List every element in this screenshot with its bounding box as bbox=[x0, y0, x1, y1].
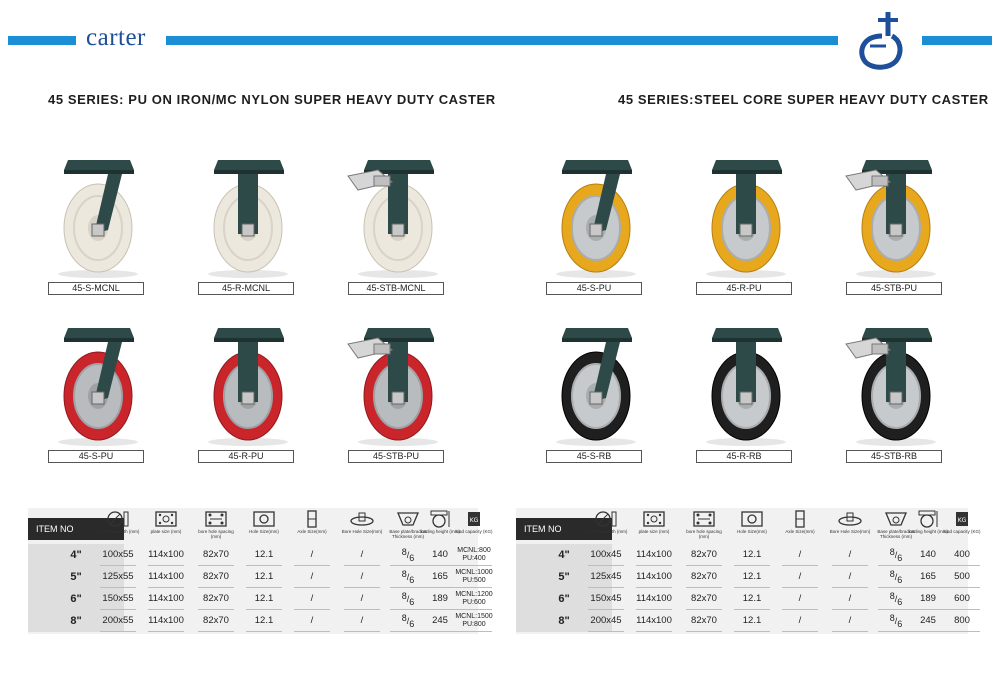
dw-cell: 200x45 bbox=[584, 610, 628, 632]
product-code-label: 45-STB-PU bbox=[846, 282, 942, 295]
product-code-label: 45-R-PU bbox=[696, 282, 792, 295]
height-cell: 165 bbox=[418, 566, 462, 588]
dw-cell: 100x55 bbox=[96, 544, 140, 566]
fraction-slash: / bbox=[894, 572, 898, 582]
column-header-label: loading height (mm) bbox=[420, 529, 460, 534]
product-code-label: 45-S-RB bbox=[546, 450, 642, 463]
bore-spacing-icon bbox=[194, 510, 238, 539]
bore-cell: 82x70 bbox=[194, 588, 238, 610]
caster-product bbox=[536, 318, 656, 461]
hole-cell: 12.1 bbox=[242, 544, 286, 566]
height-cell: 189 bbox=[906, 588, 950, 610]
column-header-label: load capacity (KG) bbox=[943, 529, 981, 534]
hole-cell: 12.1 bbox=[730, 544, 774, 566]
table-row bbox=[516, 566, 968, 590]
column-header-label: Axle Size(mm) bbox=[785, 529, 815, 534]
load-cell: MCNL:1500 PU:800 bbox=[452, 610, 496, 632]
column-header-label: Base plate/bracket Thickness (mm) bbox=[877, 529, 915, 539]
item-size-cell: 4" bbox=[516, 544, 612, 566]
dw-cell: 125x55 bbox=[96, 566, 140, 588]
load-cell: 600 bbox=[940, 588, 984, 610]
product-code-label: 45-S-PU bbox=[48, 450, 144, 463]
product-code-label: 45-S-MCNL bbox=[48, 282, 144, 295]
borehole-cell: / bbox=[340, 588, 384, 610]
plate-cell: 114x100 bbox=[632, 544, 676, 566]
bore-cell: 82x70 bbox=[682, 588, 726, 610]
plate-cell: 114x100 bbox=[144, 566, 188, 588]
product-code-label: 45-R-MCNL bbox=[198, 282, 294, 295]
thickness-top: 8 bbox=[401, 547, 407, 557]
bore-cell: 82x70 bbox=[194, 610, 238, 632]
bore-cell: 82x70 bbox=[194, 566, 238, 588]
bore-cell: 82x70 bbox=[682, 566, 726, 588]
fraction-slash: / bbox=[406, 572, 410, 582]
thickness-bottom: 6 bbox=[897, 597, 903, 607]
load-capacity-icon bbox=[940, 510, 984, 534]
product-code-label: 45-S-PU bbox=[546, 282, 642, 295]
plate-cell: 114x100 bbox=[632, 588, 676, 610]
hole-cell: 12.1 bbox=[730, 588, 774, 610]
column-header-label: Bore Hole Size(mm) bbox=[341, 529, 383, 534]
item-size-cell: 5" bbox=[28, 566, 124, 588]
thickness-top: 8 bbox=[889, 591, 895, 601]
spec-table-right bbox=[516, 508, 981, 634]
borehole-cell: / bbox=[340, 566, 384, 588]
table-row bbox=[28, 588, 493, 612]
column-header-label: diameter&width (mm) bbox=[96, 529, 140, 534]
height-cell: 245 bbox=[906, 610, 950, 632]
header-bar-middle bbox=[166, 36, 838, 45]
load-capacity-icon bbox=[452, 510, 496, 534]
diameter-width-icon bbox=[584, 510, 628, 534]
column-header-label: diameter&width (mm) bbox=[584, 529, 628, 534]
height-cell: 189 bbox=[418, 588, 462, 610]
plate-cell: 114x100 bbox=[632, 610, 676, 632]
dw-cell: 100x45 bbox=[584, 544, 628, 566]
bore-cell: 82x70 bbox=[194, 544, 238, 566]
fraction-slash: / bbox=[894, 550, 898, 560]
bore-spacing-icon bbox=[682, 510, 726, 539]
caster-product bbox=[188, 150, 308, 293]
thickness-top: 8 bbox=[889, 547, 895, 557]
brand-name: carter bbox=[86, 24, 146, 51]
load-cell: 800 bbox=[940, 610, 984, 632]
column-header-label: Base plate/bracket Thickness (mm) bbox=[389, 529, 427, 539]
load-cell: 500 bbox=[940, 566, 984, 588]
bore-hole-size-icon bbox=[828, 510, 872, 534]
caster-product bbox=[338, 318, 458, 461]
bore-cell: 82x70 bbox=[682, 610, 726, 632]
carter-logo-icon bbox=[852, 6, 912, 77]
column-header-label: bore hole spacing (mm) bbox=[686, 529, 722, 539]
bore-cell: 82x70 bbox=[682, 544, 726, 566]
svg-text:KG: KG bbox=[957, 517, 967, 524]
axle-size-icon bbox=[290, 510, 334, 534]
column-header-label: bore hole spacing (mm) bbox=[198, 529, 234, 539]
thickness-bottom: 6 bbox=[897, 575, 903, 585]
caster-product bbox=[188, 318, 308, 461]
caster-product bbox=[686, 150, 806, 293]
table-row bbox=[28, 610, 493, 634]
right-series-title: 45 SERIES:STEEL CORE SUPER HEAVY DUTY CASTER bbox=[618, 92, 989, 107]
bore-hole-size-icon bbox=[340, 510, 384, 534]
borehole-cell: / bbox=[828, 544, 872, 566]
column-header-label: loading height (mm) bbox=[908, 529, 948, 534]
column-header-label: Hole Size(mm) bbox=[249, 529, 279, 534]
fraction-slash: / bbox=[406, 550, 410, 560]
table-row bbox=[28, 566, 493, 590]
borehole-cell: / bbox=[828, 610, 872, 632]
hole-cell: 12.1 bbox=[242, 588, 286, 610]
thickness-bottom: 6 bbox=[409, 619, 415, 629]
product-code-label: 45-STB-RB bbox=[846, 450, 942, 463]
caster-product bbox=[38, 318, 158, 461]
thickness-bottom: 6 bbox=[897, 619, 903, 629]
axle-cell: / bbox=[778, 566, 822, 588]
item-no-header: ITEM NO bbox=[28, 518, 124, 540]
hole-cell: 12.1 bbox=[730, 610, 774, 632]
column-header-label: plate size (mm) bbox=[638, 529, 670, 534]
hole-size-icon bbox=[730, 510, 774, 534]
thickness-top: 8 bbox=[889, 613, 895, 623]
borehole-cell: / bbox=[828, 566, 872, 588]
product-code-label: 45-R-PU bbox=[198, 450, 294, 463]
column-header-label: Hole Size(mm) bbox=[737, 529, 767, 534]
caster-product bbox=[836, 150, 956, 293]
axle-cell: / bbox=[290, 610, 334, 632]
load-cell: MCNL:1000 PU:500 bbox=[452, 566, 496, 588]
height-cell: 140 bbox=[906, 544, 950, 566]
header-bar-left bbox=[8, 36, 76, 45]
thickness-top: 8 bbox=[401, 569, 407, 579]
item-size-cell: 6" bbox=[516, 588, 612, 610]
column-header-label: Bore Hole Size(mm) bbox=[829, 529, 871, 534]
left-series-title: 45 SERIES: PU ON IRON/MC NYLON SUPER HEAVY DUTY CASTER bbox=[48, 92, 496, 107]
spec-table-left bbox=[28, 508, 493, 634]
column-header-label: load capacity (KG) bbox=[455, 529, 493, 534]
axle-cell: / bbox=[778, 588, 822, 610]
item-size-cell: 6" bbox=[28, 588, 124, 610]
height-cell: 165 bbox=[906, 566, 950, 588]
table-row bbox=[516, 610, 968, 634]
dw-cell: 125x45 bbox=[584, 566, 628, 588]
table-row bbox=[516, 544, 968, 568]
caster-product bbox=[836, 318, 956, 461]
table-row bbox=[28, 544, 491, 568]
load-cell: MCNL:800 PU:400 bbox=[452, 544, 496, 566]
caster-product bbox=[338, 150, 458, 293]
fraction-slash: / bbox=[894, 616, 898, 626]
plate-cell: 114x100 bbox=[144, 610, 188, 632]
item-size-cell: 8" bbox=[28, 610, 124, 632]
fraction-slash: / bbox=[894, 594, 898, 604]
thickness-bottom: 6 bbox=[897, 553, 903, 563]
header-bar-right bbox=[922, 36, 992, 45]
load-cell: 400 bbox=[940, 544, 984, 566]
borehole-cell: / bbox=[828, 588, 872, 610]
product-code-label: 45-STB-MCNL bbox=[348, 282, 444, 295]
thickness-top: 8 bbox=[401, 591, 407, 601]
height-cell: 140 bbox=[418, 544, 462, 566]
item-no-header: ITEM NO bbox=[516, 518, 612, 540]
caster-product bbox=[38, 150, 158, 293]
thickness-bottom: 6 bbox=[409, 597, 415, 607]
axle-cell: / bbox=[290, 544, 334, 566]
thickness-bottom: 6 bbox=[409, 575, 415, 585]
hole-cell: 12.1 bbox=[242, 566, 286, 588]
caster-product bbox=[536, 150, 656, 293]
item-size-cell: 8" bbox=[516, 610, 612, 632]
plate-cell: 114x100 bbox=[144, 544, 188, 566]
svg-text:KG: KG bbox=[469, 517, 479, 524]
height-cell: 245 bbox=[418, 610, 462, 632]
axle-cell: / bbox=[778, 544, 822, 566]
column-header-label: Axle Size(mm) bbox=[297, 529, 327, 534]
dw-cell: 150x45 bbox=[584, 588, 628, 610]
hole-cell: 12.1 bbox=[242, 610, 286, 632]
fraction-slash: / bbox=[406, 616, 410, 626]
diameter-width-icon bbox=[96, 510, 140, 534]
item-size-cell: 5" bbox=[516, 566, 612, 588]
hole-cell: 12.1 bbox=[730, 566, 774, 588]
caster-product bbox=[686, 318, 806, 461]
column-header-label: plate size (mm) bbox=[150, 529, 182, 534]
axle-cell: / bbox=[290, 588, 334, 610]
axle-cell: / bbox=[290, 566, 334, 588]
item-size-cell: 4" bbox=[28, 544, 124, 566]
product-code-label: 45-R-RB bbox=[696, 450, 792, 463]
load-cell: MCNL:1200 PU:600 bbox=[452, 588, 496, 610]
axle-size-icon bbox=[778, 510, 822, 534]
fraction-slash: / bbox=[406, 594, 410, 604]
axle-cell: / bbox=[778, 610, 822, 632]
product-code-label: 45-STB-PU bbox=[348, 450, 444, 463]
plate-size-icon bbox=[632, 510, 676, 534]
table-row bbox=[516, 588, 968, 612]
dw-cell: 200x55 bbox=[96, 610, 140, 632]
borehole-cell: / bbox=[340, 610, 384, 632]
plate-cell: 114x100 bbox=[144, 588, 188, 610]
thickness-top: 8 bbox=[889, 569, 895, 579]
plate-size-icon bbox=[144, 510, 188, 534]
hole-size-icon bbox=[242, 510, 286, 534]
plate-cell: 114x100 bbox=[632, 566, 676, 588]
dw-cell: 150x55 bbox=[96, 588, 140, 610]
thickness-top: 8 bbox=[401, 613, 407, 623]
borehole-cell: / bbox=[340, 544, 384, 566]
thickness-bottom: 6 bbox=[409, 553, 415, 563]
